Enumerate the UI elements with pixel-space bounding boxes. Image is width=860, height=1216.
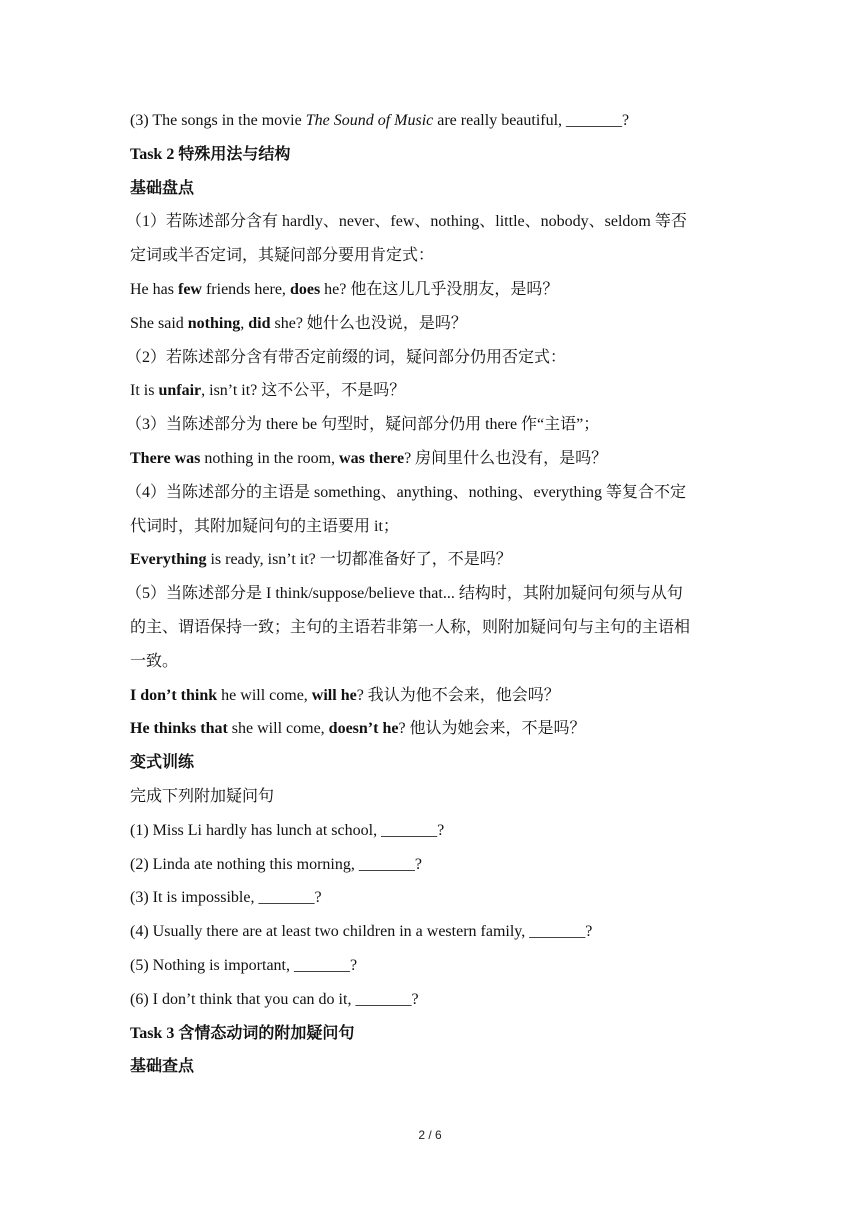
rule-text: 代词时，其附加疑问句的主语要用 it；: [130, 517, 399, 535]
rule-text: （4）当陈述部分的主语是 something、anything、nothing、everything 等复合不定: [126, 483, 686, 501]
rule-text: （2）若陈述部分含有带否定前缀的词，疑问部分仍用否定式：: [126, 348, 567, 366]
exercise-line: (6) I don’t think that you can do it, _______?: [130, 990, 419, 1008]
exercise-line: (5) Nothing is important, _______?: [130, 956, 358, 974]
section-heading: 基础查点: [130, 1058, 195, 1076]
rule-text: （3）当陈述部分为 there be 句型时，疑问部分仍用 there 作“主语”；: [126, 416, 600, 434]
example-sentence: There was nothing in the room, was there? 房间里什么也没有，是吗？: [130, 449, 608, 467]
example-sentence: He thinks that she will come, doesn’t he? 他认为她会来，不是吗？: [130, 720, 586, 738]
example-sentence: Everything is ready, isn’t it? 一切都准备好了，不是吗？: [130, 551, 512, 569]
instruction-text: 完成下列附加疑问句: [130, 787, 275, 805]
task-heading: Task 2 特殊用法与结构: [130, 145, 291, 163]
rule-text: 的主、谓语保持一致；主句的主语若非第一人称，则附加疑问句与主句的主语相: [130, 618, 691, 636]
example-sentence: It is unfair, isn’t it? 这不公平，不是吗？: [130, 382, 406, 400]
document-body: [126, 104, 735, 1084]
exercise-line: (2) Linda ate nothing this morning, _______?: [130, 855, 422, 873]
exercise-line: (3) It is impossible, _______?: [130, 889, 322, 907]
page-number: 2 / 6: [418, 1128, 442, 1142]
example-sentence: He has few friends here, does he? 他在这儿几乎没朋友，是吗？: [130, 280, 559, 298]
task-heading: Task 3 含情态动词的附加疑问句: [130, 1024, 355, 1042]
section-heading: 基础盘点: [130, 179, 195, 197]
section-heading: 变式训练: [130, 754, 195, 772]
exercise-line: (3) The songs in the movie The Sound of Music are really beautiful, _______?: [130, 112, 630, 129]
rule-text: 定词或半否定词，其疑问部分要用肯定式：: [130, 247, 435, 265]
exercise-line: (4) Usually there are at least two children in a western family, _______?: [130, 923, 593, 941]
example-sentence: I don’t think he will come, will he? 我认为他不会来，他会吗？: [130, 686, 560, 704]
exercise-line: (1) Miss Li hardly has lunch at school, _______?: [130, 821, 445, 839]
example-sentence: She said nothing, did she? 她什么也没说，是吗？: [130, 314, 467, 332]
rule-text: 一致。: [130, 652, 179, 670]
rule-text: （5）当陈述部分是 I think/suppose/believe that... 结构时，其附加疑问句须与从句: [126, 585, 683, 603]
rule-text: （1）若陈述部分含有 hardly、never、few、nothing、little、nobody、seldom 等否: [126, 213, 687, 231]
